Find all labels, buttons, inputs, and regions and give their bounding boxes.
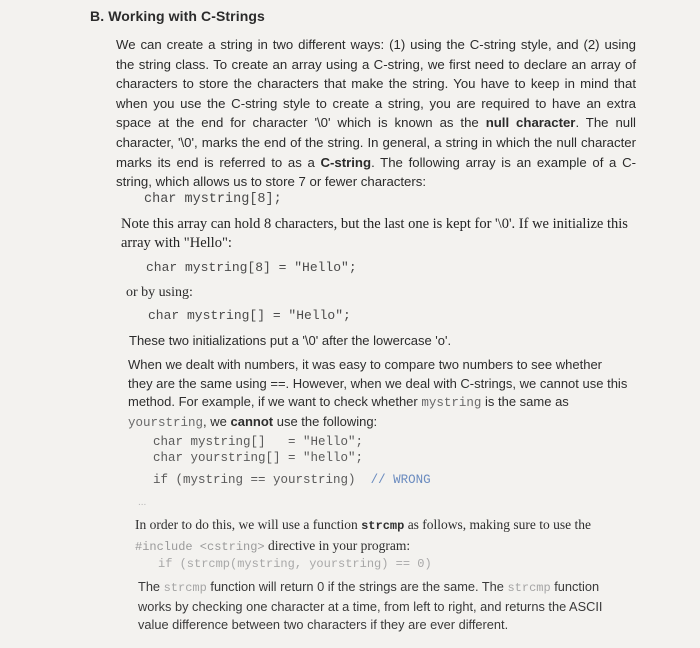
or-using-text: or by using: xyxy=(126,285,193,300)
inline-code-include: #include <cstring> xyxy=(135,540,265,554)
code-compare-line-1: char mystring[] = "Hello"; xyxy=(153,435,364,449)
note-paragraph: Note this array can hold 8 characters, but the last one is kept for '\0'. If we initialize this array with "Hello": xyxy=(121,216,628,251)
intro-text-3: . The following array is an example of a C-string, which allows us to store 7 or fewer characters: xyxy=(116,154,636,190)
both-init-text: These two initializations put a '\0' after the lowercase 'o'. xyxy=(129,333,452,348)
return-text-1: The xyxy=(138,579,164,594)
inline-code-mystring: mystring xyxy=(421,396,482,411)
strcmp-text-1: In order to do this, we will use a function xyxy=(135,517,362,532)
comparison-text-4: use the following: xyxy=(273,413,378,429)
comparison-paragraph xyxy=(128,356,628,432)
code-if-line xyxy=(153,473,431,487)
strcmp-text-2: as follows, making sure to use the xyxy=(404,517,592,532)
inline-code-yourstring: yourstring xyxy=(128,415,204,430)
comparison-text-3: , we xyxy=(203,413,231,429)
return-text-2: function will return 0 if the strings are the same. The xyxy=(206,579,508,594)
section-heading: B. Working with C-Strings xyxy=(90,8,265,24)
code-strcmp-line: if (strcmp(mystring, yourstring) == 0) xyxy=(158,557,432,571)
ellipsis: ... xyxy=(138,497,147,508)
code-init-sized: char mystring[8] = "Hello"; xyxy=(146,260,357,275)
code-if-condition: if (mystring == yourstring) xyxy=(153,473,356,487)
inline-code-strcmp-3: strcmp xyxy=(507,581,551,595)
inline-code-strcmp: strcmp xyxy=(361,519,405,533)
comparison-text-2: is the same as xyxy=(481,394,569,410)
comparison-text-1: When we dealt with numbers, it was easy to compare two numbers to see whether they are the same using ==. However, when we deal with C-strings, we cannot use this method. For example, if we want to check whether xyxy=(128,357,628,410)
strcmp-return-paragraph xyxy=(138,578,618,635)
intro-text-1: We can create a string in two different ways: (1) using the C-string style, and (2) using the string class. To create an array using a C-string, we first need to declare an array of characters to store the characters that make the string. You have to keep in mind that when you use the C-string style to create a string, you are required to have an extra space at the end for character '\0' which is known as the xyxy=(116,37,636,131)
code-declaration: char mystring[8]; xyxy=(144,192,282,207)
strcmp-paragraph xyxy=(135,515,625,557)
inline-code-strcmp-2: strcmp xyxy=(163,581,207,595)
intro-bold-c-string: C-string xyxy=(320,154,372,170)
intro-paragraph xyxy=(116,35,636,192)
bold-cannot: cannot xyxy=(230,413,274,429)
intro-bold-null-character: null character xyxy=(485,115,576,131)
code-wrong-comment: // WRONG xyxy=(370,473,431,487)
return-text-3: function works by checking one character at a time, from left to right, and returns the ASCII value difference between two characters if they are ever different. xyxy=(138,579,603,632)
strcmp-text-3: directive in your program: xyxy=(264,538,411,553)
code-init-unsized: char mystring[] = "Hello"; xyxy=(148,308,351,323)
code-compare-line-2: char yourstring[] = "hello"; xyxy=(153,451,364,465)
intro-text-2: . The null character, '\0', marks the end of the string. In general, a string in which the null character marks its end is referred to as a xyxy=(116,115,636,170)
